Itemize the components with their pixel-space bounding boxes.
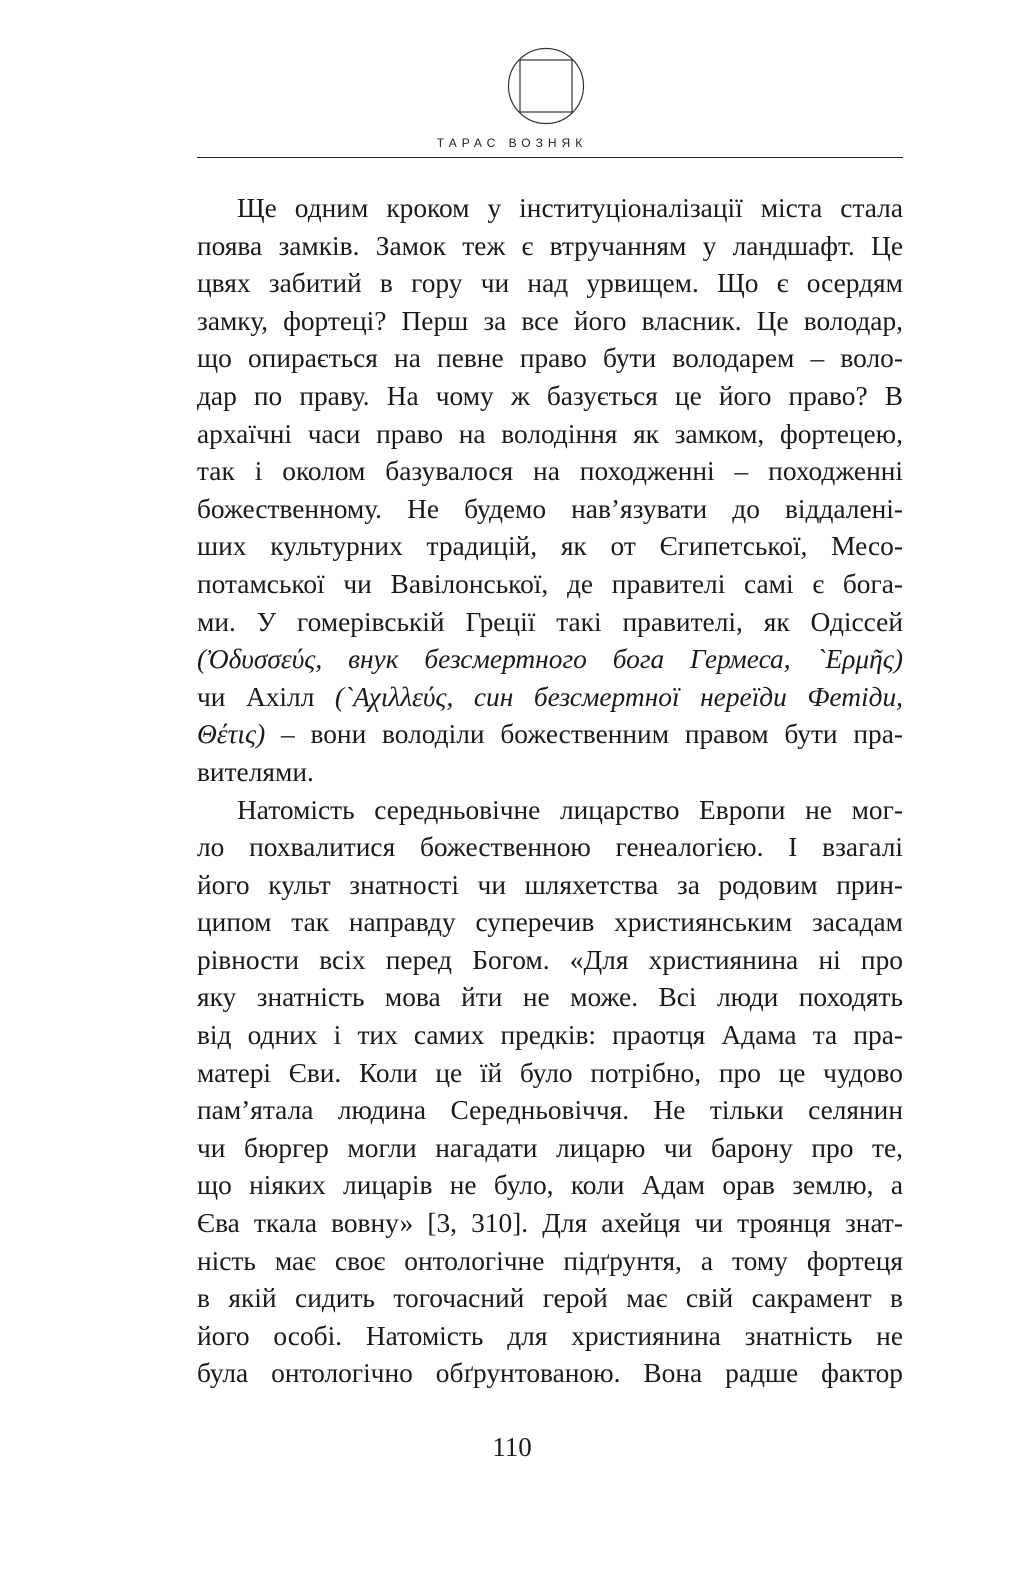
text-line: дар по праву. На чому ж базується це його право? В [197, 380, 903, 411]
text-line: архаїчні часи право на володіння як замком, фортецею, [197, 418, 903, 449]
text-line: від одних і тих самих предків: праотця Адама та пра- [197, 1020, 903, 1051]
text-line: яку знатність мова йти не може. Всі люди походять [197, 982, 903, 1013]
text-line: в якій сидить тогочасний герой має свій сакрамент в [197, 1283, 903, 1314]
text-line: була онтологічно обґрунтованою. Вона радше фактор [197, 1358, 903, 1389]
text-line: що ніяких лицарів не було, коли Адам орав землю, а [197, 1170, 903, 1201]
text-line: так і околом базувалося на походженні – походженні [197, 456, 903, 487]
text-line: ність має своє онтологічне підґрунтя, а тому фортеця [197, 1245, 903, 1276]
text-line: ципом так направду суперечив християнським засадам [197, 907, 903, 938]
text-line: ло похвалитися божественною генеалогією. І взагалі [197, 832, 903, 863]
text-line: Єва ткала вовну» [3, 310]. Для ахейця чи троянця знат- [197, 1208, 903, 1239]
italic-greek-text: (`Αχιλλεύς, син безсмертної нереїди Фетіди, [334, 681, 903, 712]
text-line: замку, фортеці? Перш за все його власник. Це володар, [197, 305, 903, 336]
circle-square-emblem-icon [507, 47, 585, 125]
text-line: Ще одним кроком у інституціоналізації міста стала [237, 193, 903, 223]
text-line [197, 641, 903, 679]
body-text [197, 190, 903, 1393]
text-line: цвях забитий в гору чи над урвищем. Що є осердям [197, 268, 903, 299]
text-line: чи бюргер могли нагадати лицарю чи барону про те, [197, 1132, 903, 1163]
running-head: ТАРАС ВОЗНЯК [436, 136, 588, 150]
text-line: матері Єви. Коли це їй було потрібно, про це чудово [197, 1057, 903, 1088]
italic-greek-text: (Ὀδυσσεύς, внук безсмертного бога Гермеса, `Ερμῆς) [197, 644, 903, 675]
text-line: його особі. Натомість для християнина знатність не [197, 1320, 903, 1351]
roman-text: – вони володіли божественним правом бути пра- [265, 719, 903, 750]
text-line [197, 716, 903, 754]
header-rule [197, 157, 903, 158]
text-line: поява замків. Замок теж є втручанням у ландшафт. Це [197, 230, 903, 261]
text-line: рівности всіх перед Богом. «Для християнина ні про [197, 944, 903, 975]
roman-text: чи Ахілл [197, 681, 335, 712]
text-line: Натомість середньовічне лицарство Европи не мог- [237, 794, 903, 825]
page-number: 110 [492, 1432, 532, 1462]
text-line: пам’ятала людина Середньовіччя. Не тільки селянин [197, 1095, 903, 1126]
text-line: що опирається на певне право бути володарем – воло- [197, 343, 903, 374]
text-line: його культ знатності чи шляхетства за родовим прин- [197, 869, 903, 900]
text-line: вителями. [197, 756, 314, 787]
text-line: ми. У гомерівській Греції такі правителі, як Одіссей [197, 606, 903, 637]
text-line: ших культурних традицій, як от Єгипетської, Месо- [197, 531, 903, 562]
text-line [197, 679, 903, 717]
text-line: потамської чи Вавілонської, де правителі самі є бога- [197, 568, 903, 599]
italic-greek-text: Θέτις) [197, 719, 266, 750]
text-line: божественному. Не будемо нав’язувати до віддалені- [197, 493, 903, 524]
